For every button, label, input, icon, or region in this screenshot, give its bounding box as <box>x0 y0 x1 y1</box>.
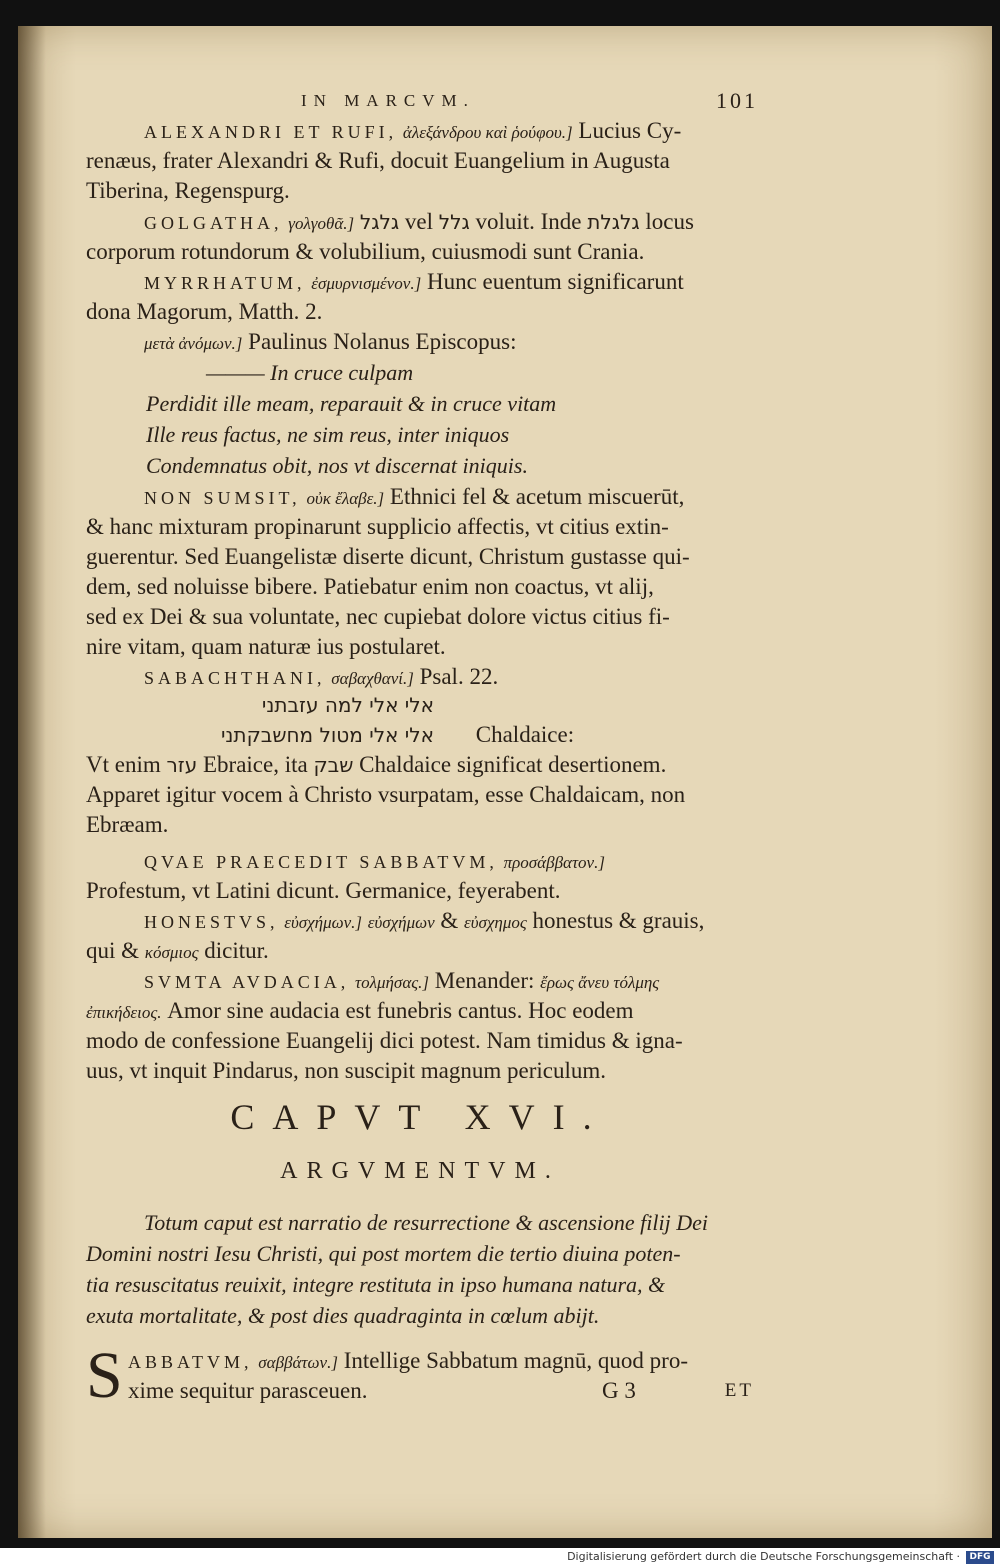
entry-non-sumsit-line1: NON SUMSIT, οὐκ ἔλαβε.] Ethnici fel & acetum miscuerūt, <box>144 484 685 509</box>
verse-line1: Perdidit ille meam, reparauit & in cruce vitam <box>146 391 557 416</box>
entry-honestus-line2: qui & κόσμιος dicitur. <box>86 938 269 963</box>
entry-meta-line1: μετὰ ἀνόμων.] Paulinus Nolanus Episcopus: <box>144 329 517 354</box>
entry-golgatha-line1: GOLGATHA, γολγοθᾶ.] גלגל vel גלל voluit. Inde גלגלת locus <box>144 209 694 234</box>
entry-sabachthani-line1: SABACHTHANI, σαβαχθανί.] Psal. 22. <box>144 664 499 689</box>
entry-alexandri-line2: renæus, frater Alexandri & Rufi, docuit Euangelium in Augusta <box>86 148 670 173</box>
argument-heading: ARGVMENTVM. <box>280 1158 560 1184</box>
entry-non-sumsit-line3: guerentur. Sed Euangelistæ diserte dicunt, Christum gustasse qui- <box>86 544 690 569</box>
footer-credit: Digitalisierung gefördert durch die Deutsche Forschungsgemeinschaft · <box>567 1550 960 1563</box>
entry-alexandri-line1: ALEXANDRI ET RUFI, ἀλεξάνδρου καὶ ῥούφου.] Lucius Cy- <box>144 118 682 143</box>
entry-golgatha-line2: corporum rotundorum & volubilium, cuiusmodi sunt Crania. <box>86 239 645 264</box>
entry-sumta-line3: modo de confessione Euangelij dici potest. Nam timidus & igna- <box>86 1028 683 1053</box>
dfg-logo: DFG <box>966 1551 994 1564</box>
entry-non-sumsit-line5: sed ex Dei & sua voluntate, nec cupiebat dolore victus citius fi- <box>86 604 670 629</box>
entry-myrrhatum-line1: MYRRHATUM, ἐσμυρνισμένον.] Hunc euentum significarunt <box>144 269 684 294</box>
entry-sabbatum-line2: xime sequitur parasceuen. G 3 ET <box>128 1376 754 1406</box>
argument-line4: exuta mortalitate, & post dies quadraginta in cœlum abijt. <box>86 1303 600 1328</box>
hebrew-quote-a: אלי אלי למה עזבתני <box>261 693 434 717</box>
entry-myrrhatum-line2: dona Magorum, Matth. 2. <box>86 299 323 324</box>
verse-line2: Ille reus factus, ne sim reus, inter iniquos <box>146 422 510 447</box>
signature-mark: G 3 <box>602 1378 636 1403</box>
running-title: IN MARCVM. <box>301 91 475 110</box>
entry-alexandri-line3: Tiberina, Regenspurg. <box>86 178 290 203</box>
chapter-title: CAPVT XVI. <box>230 1097 610 1137</box>
entry-sumta-line4: uus, vt inquit Pindarus, non suscipit magnum periculum. <box>86 1058 607 1083</box>
argument-line3: tia resuscitatus reuixit, integre restituta in ipso humana natura, & <box>86 1272 666 1297</box>
argument-line1: Totum caput est narratio de resurrectione & ascensione filij Dei <box>144 1210 709 1235</box>
catchword: ET <box>724 1380 754 1401</box>
drop-cap: S <box>86 1339 123 1412</box>
entry-non-sumsit-line6: nire vitam, quam naturæ ius postularet. <box>86 634 446 659</box>
argument-line2: Domini nostri Iesu Christi, qui post mortem die tertio diuina poten- <box>86 1241 681 1266</box>
entry-honestus-line1: HONESTVS, εὐσχήμων.] εὐσχήμων & εὐσχημος honestus & grauis, <box>144 908 705 933</box>
entry-sumta-line1: SVMTA AVDACIA, τολμήσας.] Menander: ἔρως ἄνευ τόλμης <box>144 968 660 993</box>
verse-line3: Condemnatus obit, nos vt discernat iniquis. <box>146 453 528 478</box>
entry-non-sumsit-line2: & hanc mixturam propinarunt supplicio affectis, vt citius extin- <box>86 514 669 539</box>
entry-sabachthani-line4: Vt enim עזר Ebraice, ita שבק Chaldaice significat desertionem. <box>86 752 667 777</box>
entry-quae-line1: QVAE PRAECEDIT SABBATVM, προσάββατον.] <box>144 852 605 872</box>
entry-quae-line2: Profestum, vt Latini dicunt. Germanice, feyerabent. <box>86 878 561 903</box>
verse-line0: ——— In cruce culpam <box>206 360 414 385</box>
gutter-shadow <box>18 26 46 1538</box>
entry-sumta-line2: ἐπικήδειος. Amor sine audacia est funebris cantus. Hoc eodem <box>86 998 634 1023</box>
book-page <box>18 26 992 1538</box>
entry-non-sumsit-line4: dem, sed noluisse bibere. Patiebatur enim non coactus, vt alij, <box>86 574 654 599</box>
entry-sabachthani-line6: Ebræam. <box>86 812 169 837</box>
entry-sabachthani-line5: Apparet igitur vocem à Christo vsurpatam, esse Chaldaicam, non <box>86 782 686 807</box>
entry-sabbatum-line1: ABBATVM, σαββάτων.] Intellige Sabbatum magnū, quod pro- <box>128 1348 688 1373</box>
hebrew-quote-b: אלי אלי מטול מחשבקתני Chaldaice: <box>220 722 575 747</box>
digitization-footer <box>0 1548 1000 1568</box>
page-number: 101 <box>716 88 758 113</box>
